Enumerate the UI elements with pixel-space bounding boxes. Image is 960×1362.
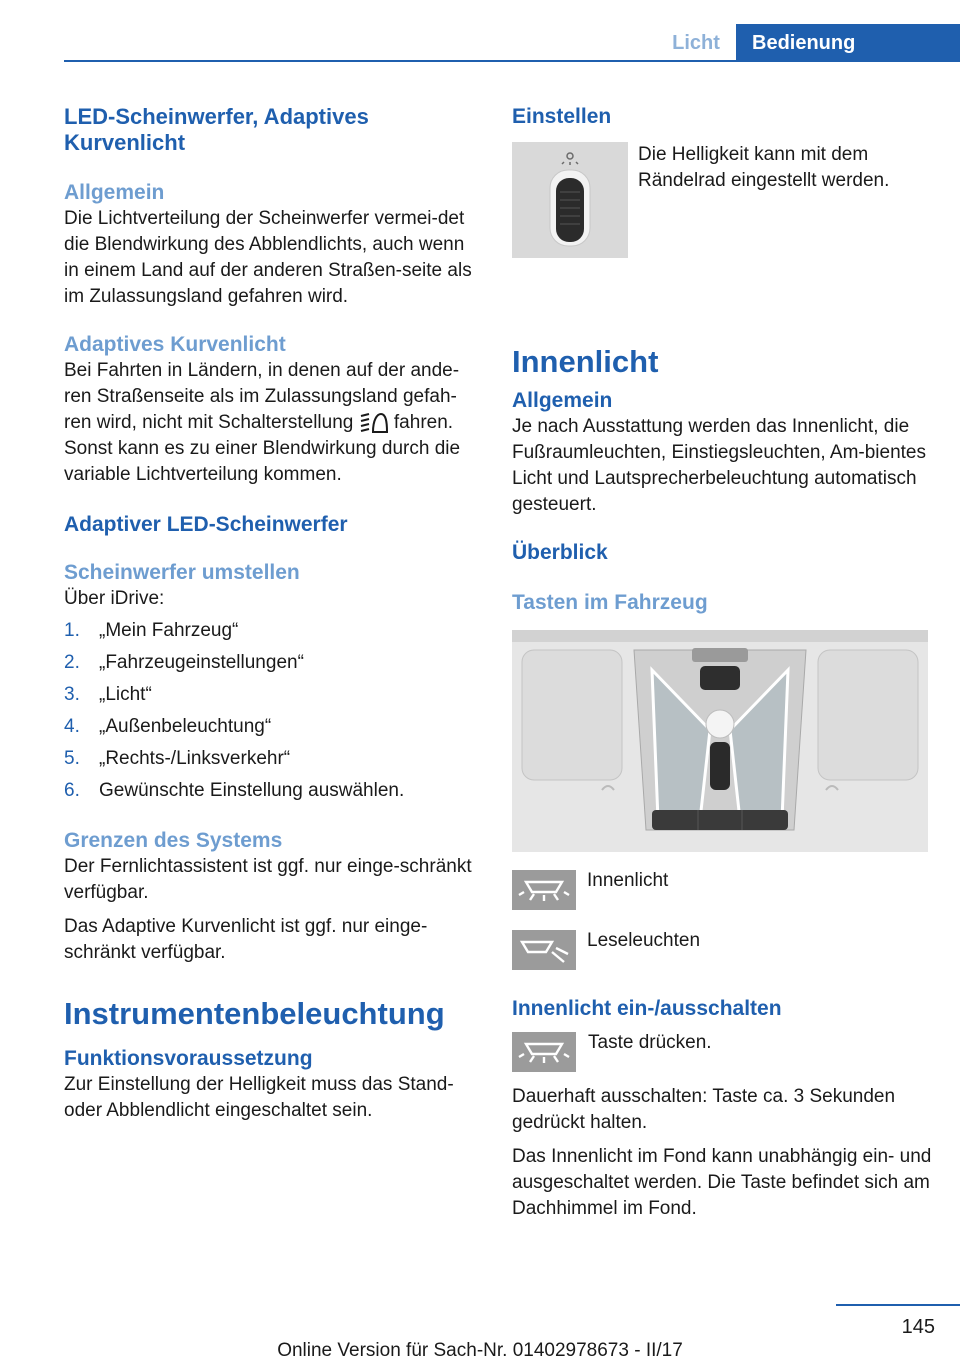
heading-led-scheinwerfer: LED-Scheinwerfer, Adaptives Kurvenlicht bbox=[64, 104, 369, 155]
list-item bbox=[64, 618, 480, 650]
list-item-number: 1. bbox=[64, 620, 80, 641]
reading-light-icon bbox=[512, 930, 576, 970]
paragraph-idrive: Über iDrive: bbox=[64, 588, 165, 609]
heading-ueberblick: Überblick bbox=[512, 541, 608, 564]
list-item bbox=[64, 682, 480, 714]
heading-innenlicht-ein-aus: Innenlicht ein-/ausschalten bbox=[512, 997, 782, 1020]
paragraph-dauerhaft: Dauerhaft ausschalten: Taste ca. 3 Sekunden gedrückt halten. bbox=[512, 1086, 896, 1133]
header-tab-bedienung: Bedienung bbox=[736, 24, 960, 62]
steps-list bbox=[64, 618, 480, 810]
paragraph-allgemein-right: Je nach Ausstattung werden das Innenlicht, die Fußraumleuchten, Einstiegsleuchten, Am-bientes Licht und Lautsprecherbeleuchtung automatisch gesteuert. bbox=[512, 416, 926, 515]
headlight-switch-icon bbox=[359, 412, 389, 434]
key-label-innenlicht: Innenlicht bbox=[587, 870, 669, 891]
list-item-text: „Licht“ bbox=[99, 684, 152, 705]
list-item bbox=[64, 746, 480, 778]
list-item bbox=[64, 650, 480, 682]
key-row-leseleuchten bbox=[512, 930, 932, 970]
list-item-number: 5. bbox=[64, 748, 80, 769]
heading-einstellen: Einstellen bbox=[512, 105, 612, 128]
paragraph-funktionsvoraussetzung: Zur Einstellung der Helligkeit muss das Stand- oder Abblendlicht eingeschaltet sein. bbox=[64, 1074, 454, 1121]
heading-grenzen-des-systems: Grenzen des Systems bbox=[64, 829, 283, 852]
header-tab-licht: Licht bbox=[672, 32, 720, 54]
heading-funktionsvoraussetzung: Funktionsvoraussetzung bbox=[64, 1047, 313, 1070]
page-number: 145 bbox=[901, 1316, 935, 1338]
paragraph-allgemein-left: Die Lichtverteilung der Scheinwerfer vermei-det die Blendwirkung des Abblendlichts, auch wenn in einem Land auf der anderen Straßen-seite als im Zulassungsland gefahren wird. bbox=[64, 208, 472, 307]
dimmer-wheel-image bbox=[512, 142, 628, 258]
heading-adaptiver-led-scheinwerfer: Adaptiver LED-Scheinwerfer bbox=[64, 513, 348, 536]
footer-rule bbox=[836, 1304, 960, 1306]
list-item-text: „Rechts-/Linksverkehr“ bbox=[99, 748, 291, 769]
right-column bbox=[512, 100, 932, 1230]
list-item-text: Gewünschte Einstellung auswählen. bbox=[99, 780, 405, 801]
key-label-leseleuchten: Leseleuchten bbox=[587, 930, 701, 951]
list-item-text: „Fahrzeugeinstellungen“ bbox=[99, 652, 304, 673]
paragraph-taste-druecken: Taste drücken. bbox=[588, 1032, 712, 1053]
list-item-number: 2. bbox=[64, 652, 80, 673]
paragraph-fond: Das Innenlicht im Fond kann unabhängig ein- und ausgeschaltet werden. Die Taste befindet sich am Dachhimmel im Fond. bbox=[512, 1146, 932, 1219]
list-item bbox=[64, 778, 480, 810]
paragraph-adaptiv-part-2: fahren. Sonst kann es zu einer Blendwirkung durch die variable Lichtverteilung kommen. bbox=[64, 412, 461, 485]
paragraph-einstellen: Die Helligkeit kann mit dem Rändelrad eingestellt werden. bbox=[638, 144, 890, 191]
interior-light-icon bbox=[512, 870, 576, 910]
list-item-number: 4. bbox=[64, 716, 80, 737]
heading-innenlicht: Innenlicht bbox=[512, 344, 659, 379]
list-item-number: 3. bbox=[64, 684, 80, 705]
heading-allgemein-right: Allgemein bbox=[512, 389, 613, 412]
online-version-note: Online Version für Sach-Nr. 01402978673 - II/17 bbox=[277, 1340, 683, 1361]
interior-light-icon bbox=[512, 1032, 576, 1072]
paragraph-grenzen-1: Der Fernlichtassistent ist ggf. nur einge-schränkt verfügbar. bbox=[64, 856, 472, 903]
list-item bbox=[64, 714, 480, 746]
dimmer-wheel-icon bbox=[512, 142, 628, 258]
paragraph-adaptives-kurvenlicht bbox=[64, 358, 480, 488]
heading-scheinwerfer-umstellen: Scheinwerfer umstellen bbox=[64, 561, 300, 584]
list-item-number: 6. bbox=[64, 780, 80, 801]
overhead-console-image bbox=[512, 630, 928, 852]
list-item-text: „Außenbeleuchtung“ bbox=[99, 716, 272, 737]
heading-tasten-im-fahrzeug: Tasten im Fahrzeug bbox=[512, 591, 708, 614]
paragraph-adaptiv-part-1: Bei Fahrten in Ländern, in denen auf der ande-ren Straßenseite als im Zulassungsland gefah-ren wird, nicht mit Schalterstellung bbox=[64, 360, 460, 433]
key-row-innenlicht bbox=[512, 870, 932, 910]
key-row-taste bbox=[512, 1032, 932, 1072]
header-rule bbox=[64, 60, 960, 62]
left-column bbox=[64, 100, 480, 1132]
list-item-text: „Mein Fahrzeug“ bbox=[99, 620, 239, 641]
heading-allgemein-left: Allgemein bbox=[64, 181, 165, 204]
heading-instrumentenbeleuchtung: Instrumentenbeleuchtung bbox=[64, 996, 445, 1031]
heading-adaptives-kurvenlicht: Adaptives Kurvenlicht bbox=[64, 333, 286, 356]
paragraph-grenzen-2: Das Adaptive Kurvenlicht ist ggf. nur einge-schränkt verfügbar. bbox=[64, 916, 428, 963]
